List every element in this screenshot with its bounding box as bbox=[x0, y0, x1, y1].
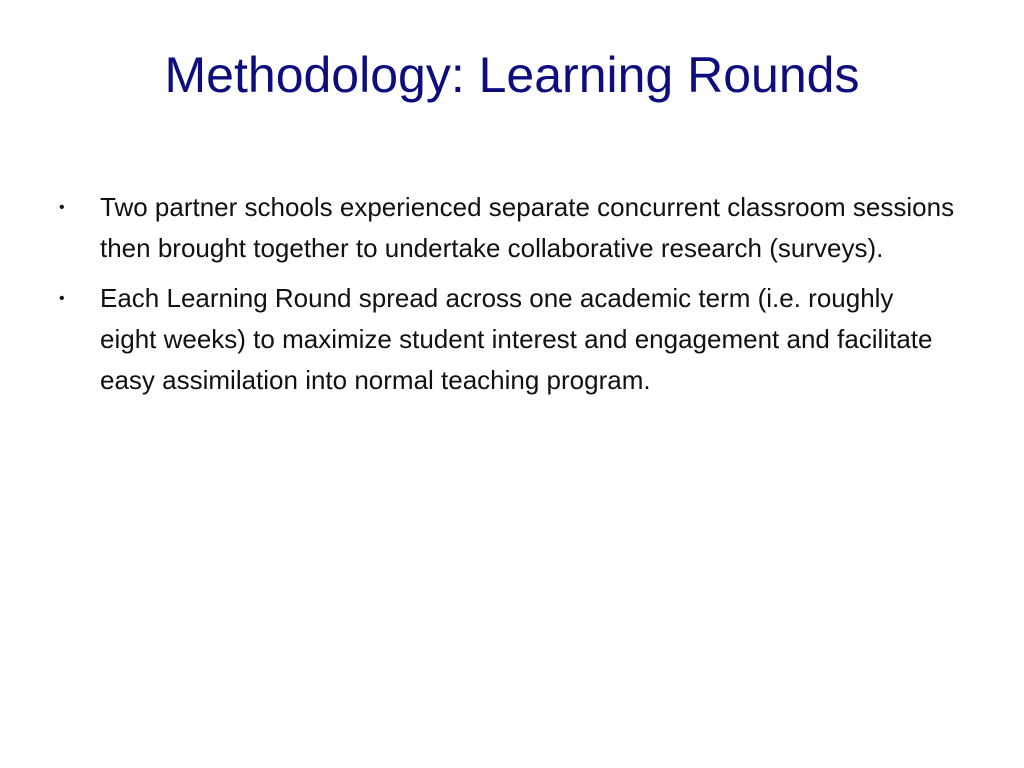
bullet-item bbox=[56, 187, 956, 269]
slide-title: Methodology: Learning Rounds bbox=[164, 47, 860, 103]
bullet-dot-icon: • bbox=[59, 199, 65, 216]
bullet-item bbox=[56, 278, 956, 401]
bullet-list bbox=[56, 187, 956, 410]
bullet-text: Two partner schools experienced separate concurrent classroom sessions then brought together to undertake collaborative research (surveys). bbox=[100, 192, 955, 263]
bullet-text: Each Learning Round spread across one academic term (i.e. roughly eight weeks) to maximize student interest and engagement and facilitate easy assimilation into normal teaching program. bbox=[100, 283, 933, 395]
bullet-dot-icon: • bbox=[59, 290, 65, 307]
